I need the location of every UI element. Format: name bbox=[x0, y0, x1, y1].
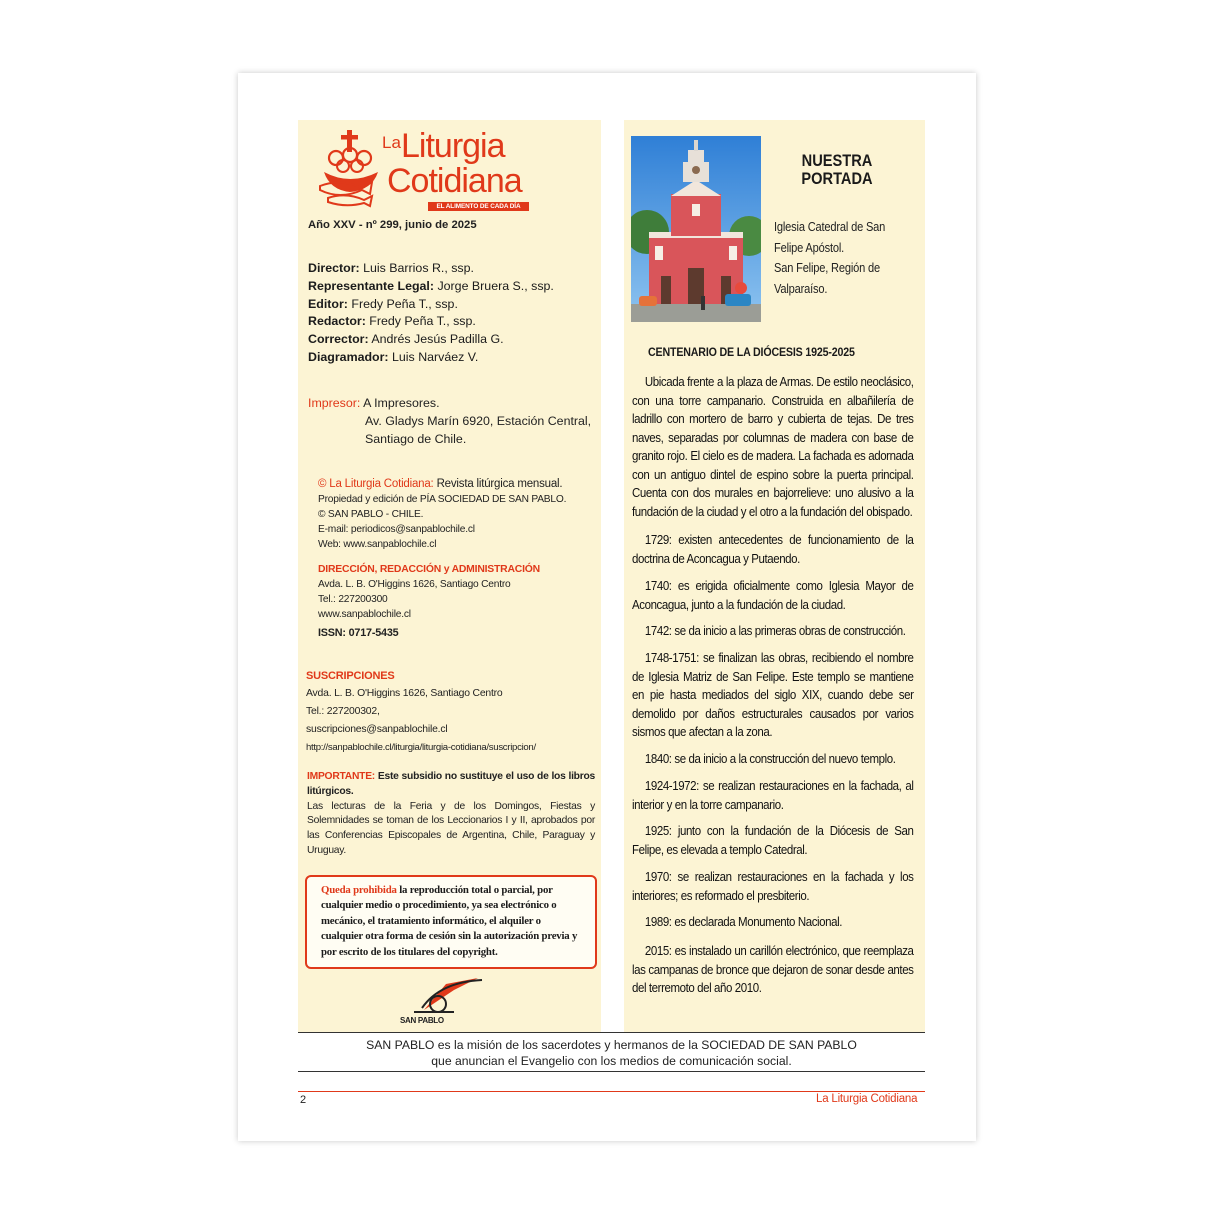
direction-web: www.sanpablochile.cl bbox=[318, 609, 411, 620]
footer-top-rule bbox=[298, 1032, 925, 1033]
staff-row: Editor: Fredy Peña T., ssp. bbox=[308, 296, 458, 311]
cover-heading-line2: PORTADA bbox=[801, 169, 873, 188]
running-footer-rule bbox=[298, 1091, 925, 1092]
timeline-entry: 1925: junto con la fundación de la Diócesis de San Felipe, es elevada a templo Catedral. bbox=[632, 824, 914, 857]
timeline-entry: 1748-1751: se finalizan las obras, recibiendo el nombre de Iglesia Matriz de San Felipe. Este templo se mantiene en pie hasta mediados del siglo XIX, cuando debe ser demolido por daños estructurales causados por varios sismos que afectan a la zona. bbox=[632, 651, 914, 739]
san-pablo-logo bbox=[394, 978, 484, 1028]
issn: ISSN: 0717-5435 bbox=[318, 627, 399, 639]
cathedral-photo bbox=[631, 136, 761, 322]
subscriptions-title: SUSCRIPCIONES bbox=[306, 670, 395, 682]
prohibition-label: Queda prohibida bbox=[321, 884, 397, 896]
staff-row: Corrector: Andrés Jesús Padilla G. bbox=[308, 332, 504, 347]
important-block bbox=[307, 770, 595, 859]
direction-title: DIRECCIÓN, REDACCIÓN y ADMINISTRACIÓN bbox=[318, 564, 540, 575]
running-title: La Liturgia Cotidiana bbox=[816, 1093, 918, 1105]
logo-liturgia: Liturgia bbox=[401, 127, 505, 165]
cover-caption-location: San Felipe, Región de Valparaíso. bbox=[774, 261, 880, 296]
logo-cotidiana: Cotidiana bbox=[387, 162, 522, 200]
san-pablo-logo-text: SAN PABLO bbox=[400, 1016, 444, 1025]
copyright-block bbox=[318, 476, 598, 552]
staff-row: Diagramador: Luis Narváez V. bbox=[308, 349, 479, 364]
printer-city: Santiago de Chile. bbox=[365, 432, 467, 446]
mission-statement bbox=[298, 1037, 925, 1069]
direction-address: Avda. L. B. O'Higgins 1626, Santiago Centro bbox=[318, 579, 511, 590]
magazine-logo bbox=[312, 128, 534, 214]
timeline-entry: 1924-1972: se realizan restauraciones en la fachada, al interior y en la torre campanario. bbox=[632, 779, 914, 812]
printer-label: Impresor: bbox=[308, 396, 361, 410]
subscriptions-address: Avda. L. B. O'Higgins 1626, Santiago Centro bbox=[306, 688, 503, 699]
timeline-entry: 1729: existen antecedentes de funcionamiento de la doctrina de Aconcagua y Putaendo. bbox=[632, 533, 914, 566]
copyright-owner: Propiedad y edición de PÍA SOCIEDAD DE SAN PABLO. bbox=[318, 494, 567, 505]
direction-phone: Tel.: 227200300 bbox=[318, 594, 388, 605]
important-bold: Este subsidio no sustituye el uso de los libros litúrgicos. bbox=[307, 771, 595, 797]
direction-block bbox=[318, 562, 598, 641]
article-title: CENTENARIO DE LA DIÓCESIS 1925-2025 bbox=[648, 345, 855, 359]
timeline-entry: 2015: es instalado un carillón electrónico, que reemplaza las campanas de bronce que dejaron de sonar desde antes del terremoto del año 2010. bbox=[632, 944, 914, 995]
cover-caption bbox=[774, 217, 906, 299]
subscriptions-email: suscripciones@sanpablochile.cl bbox=[306, 724, 448, 735]
timeline-entry: 1840: se da inicio a la construcción del nuevo templo. bbox=[644, 752, 896, 766]
logo-la: La bbox=[382, 133, 401, 152]
copyright-desc: Revista litúrgica mensual. bbox=[436, 478, 563, 490]
staff-row: Representante Legal: Jorge Bruera S., ssp. bbox=[308, 278, 554, 293]
footer-bottom-rule bbox=[298, 1071, 925, 1072]
mission-line2: que anuncian el Evangelio con los medios de comunicación social. bbox=[431, 1054, 792, 1068]
cover-heading-line1: NUESTRA bbox=[801, 151, 873, 170]
important-label: IMPORTANTE: bbox=[307, 771, 375, 782]
logo-tagline: EL ALIMENTO DE CADA DÍA bbox=[428, 202, 529, 211]
article-intro: Ubicada frente a la plaza de Armas. De estilo neoclásico, con una torre campanario. Construida en albañilería de ladrillo con mortero de barro y cubierta de tejas. De tres naves, separadas por columnas de madera con base de granito rojo. El cielo es de madera. La fachada es adornada con un antiguo dintel de espino sobre la puerta principal. Cuenta con dos murales en bajorrelieve: uno alusivo a la fundación de la ciudad y el otro a la fundación del obispado. bbox=[632, 375, 914, 519]
cross-fish-bread-icon bbox=[312, 128, 388, 208]
prohibition-box bbox=[305, 875, 597, 969]
printer-address: Av. Gladys Marín 6920, Estación Central, bbox=[365, 414, 592, 428]
staff-row: Redactor: Fredy Peña T., ssp. bbox=[308, 314, 476, 329]
copyright-brand: © La Liturgia Cotidiana: bbox=[318, 478, 434, 490]
timeline-entry: 1742: se da inicio a las primeras obras de construcción. bbox=[644, 624, 906, 638]
cover-heading bbox=[786, 152, 887, 188]
prohibition-text: la reproducción total o parcial, por cualquier medio o procedimiento, ya sea electrónico o mecánico, el tratamiento informático, el alquiler o cualquier otra forma de cesión sin la autorización previa y por escrito de los titulares del copyright. bbox=[321, 884, 578, 958]
issue-info: Año XXV - nº 299, junio de 2025 bbox=[308, 219, 477, 231]
staff-list bbox=[308, 260, 598, 367]
subscriptions-url: http://sanpablochile.cl/liturgia/liturgia-cotidiana/suscripcion/ bbox=[306, 742, 536, 753]
timeline-entry: 1740: es erigida oficialmente como Iglesia Mayor de Aconcagua, junto a la fundación de la ciudad. bbox=[632, 579, 914, 612]
cover-caption-title: Iglesia Catedral de San Felipe Apóstol. bbox=[774, 220, 886, 255]
mission-line1: SAN PABLO es la misión de los sacerdotes y hermanos de la SOCIEDAD DE SAN PABLO bbox=[366, 1038, 857, 1052]
printer-block bbox=[308, 394, 591, 448]
copyright-web: Web: www.sanpablochile.cl bbox=[318, 539, 437, 550]
staff-row: Director: Luis Barrios R., ssp. bbox=[308, 261, 474, 275]
san-pablo-logo-icon bbox=[394, 978, 484, 1018]
timeline-entry: 1989: es declarada Monumento Nacional. bbox=[644, 915, 843, 929]
page-number: 2 bbox=[300, 1094, 307, 1106]
subscriptions-block bbox=[306, 667, 598, 757]
important-text: Las lecturas de la Feria y de los Domingos, Fiestas y Solemnidades se toman de los Leccionarios I y II, aprobados por las Conferencias Episcopales de Argentina, Chile, Paraguay y Uruguay. bbox=[307, 800, 595, 856]
timeline-entry: 1970: se realizan restauraciones en la fachada y los interiores; es reformado el presbiterio. bbox=[632, 870, 914, 903]
printer-name: A Impresores. bbox=[363, 396, 440, 410]
copyright-country: © SAN PABLO - CHILE. bbox=[318, 509, 424, 520]
subscriptions-phone: Tel.: 227200302, bbox=[306, 706, 380, 717]
copyright-email: E-mail: periodicos@sanpablochile.cl bbox=[318, 524, 475, 535]
